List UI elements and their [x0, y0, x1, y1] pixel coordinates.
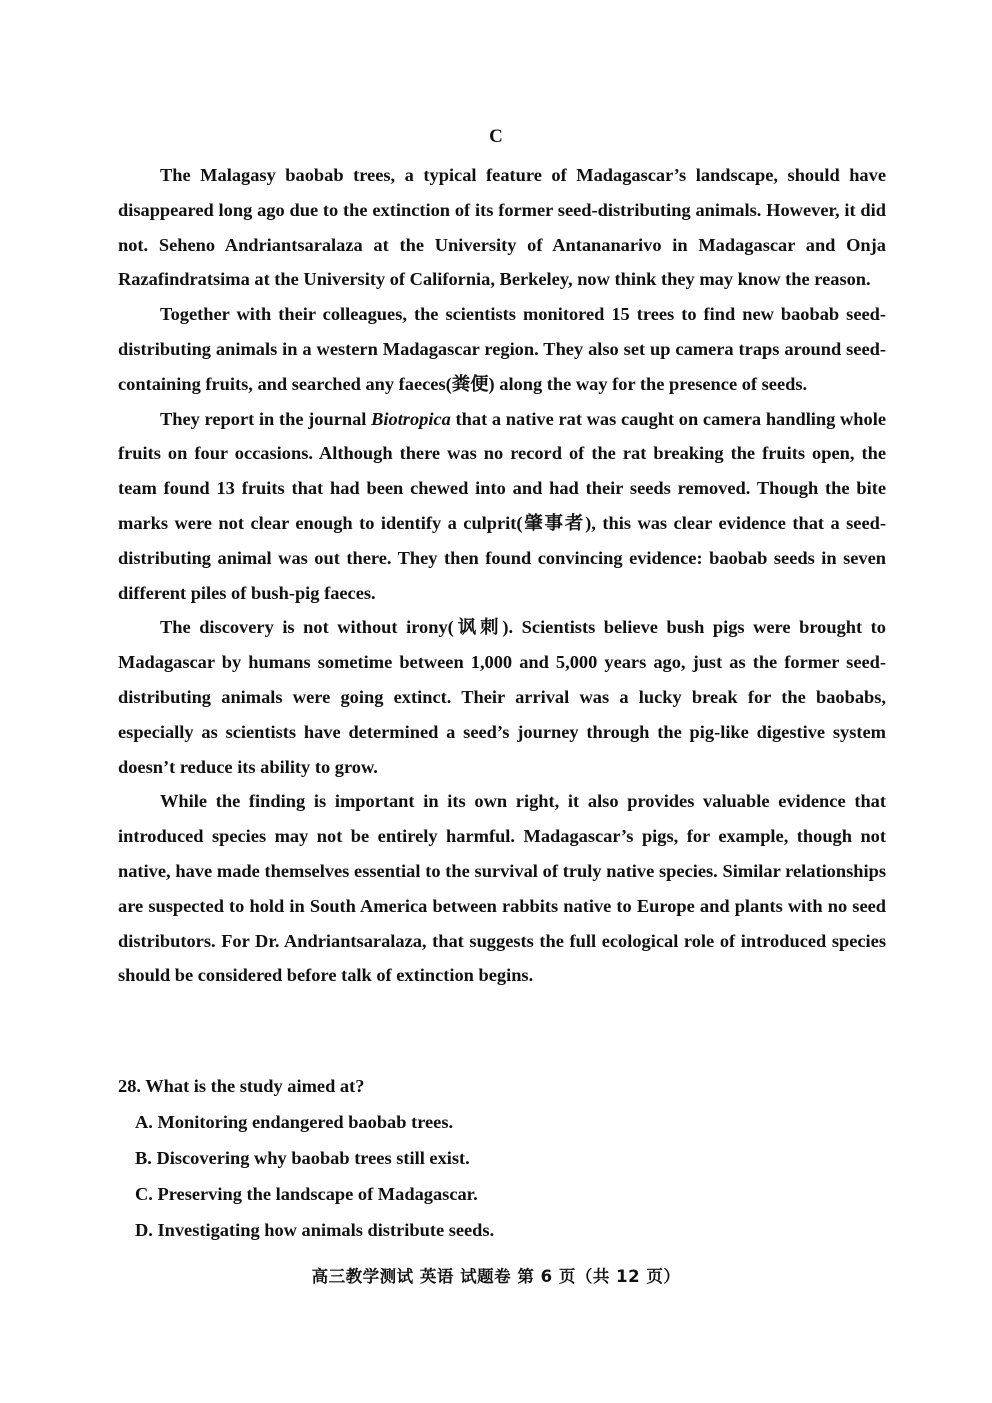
paragraph-3-text-end: that a native rat was caught on camera handling whole fruits on four occasions. Although there was no record of the rat breaking the fruits open, the team found 13 fruits that had been chewed into and had their seeds removed. Though the bite marks were not clear enough to identify a culprit(肇事者), this was clear evidence that a seed-distributing animal was out there. They then found convincing evidence: baobab seeds in seven different piles of bush-pig faeces.	[118, 408, 887, 603]
section-heading: C	[489, 126, 503, 147]
journal-title: Biotropica	[371, 408, 451, 429]
option-a: A. Monitoring endangered baobab trees.	[135, 1112, 454, 1132]
question-28	[118, 1068, 886, 1248]
passage-paragraph-4: The discovery is not without irony(讽刺). Scientists believe bush pigs were brought to Madagascar by humans sometime between 1,000 and 5,000 years ago, just as the former seed-distributing animals were going extinct. Their arrival was a lucky break for the baobabs, especially as scientists have determined a seed’s journey through the pig-like digestive system doesn’t reduce its ability to grow.	[118, 617, 886, 777]
passage-paragraph-5: While the finding is important in its own right, it also provides valuable evidence that introduced species may not be entirely harmful. Madagascar’s pigs, for example, though not native, have made themselves essential to the survival of truly native species. Similar relationships are suspected to hold in South America between rabbits native to Europe and plants with no seed distributors. For Dr. Andriantsaralaza, that suggests the full ecological role of introduced species should be considered before talk of extinction begins.	[118, 791, 886, 986]
passage-paragraph-3	[118, 402, 886, 611]
paragraph-3-text-start: They report in the journal	[160, 408, 372, 429]
option-b: B. Discovering why baobab trees still exist.	[135, 1148, 470, 1168]
passage-paragraph-2: Together with their colleagues, the scientists monitored 15 trees to find new baobab seed-distributing animals in a western Madagascar region. They also set up camera traps around seed-containing fruits, and searched any faeces(粪便) along the way for the presence of seeds.	[118, 304, 886, 394]
reading-passage	[118, 158, 886, 993]
passage-paragraph-1: The Malagasy baobab trees, a typical feature of Madagascar’s landscape, should have disappeared long ago due to the extinction of its former seed-distributing animals. However, it did not. Seheno Andriantsaralaza at the University of Antananarivo in Madagascar and Onja Razafindratsima at the University of California, Berkeley, now think they may know the reason.	[118, 165, 886, 290]
option-d: D. Investigating how animals distribute seeds.	[135, 1220, 495, 1240]
page-footer: 高三教学测试 英语 试题卷 第 6 页（共 12 页）	[311, 1267, 681, 1286]
question-stem: 28. What is the study aimed at?	[118, 1076, 365, 1096]
option-c: C. Preserving the landscape of Madagascar.	[135, 1184, 478, 1204]
